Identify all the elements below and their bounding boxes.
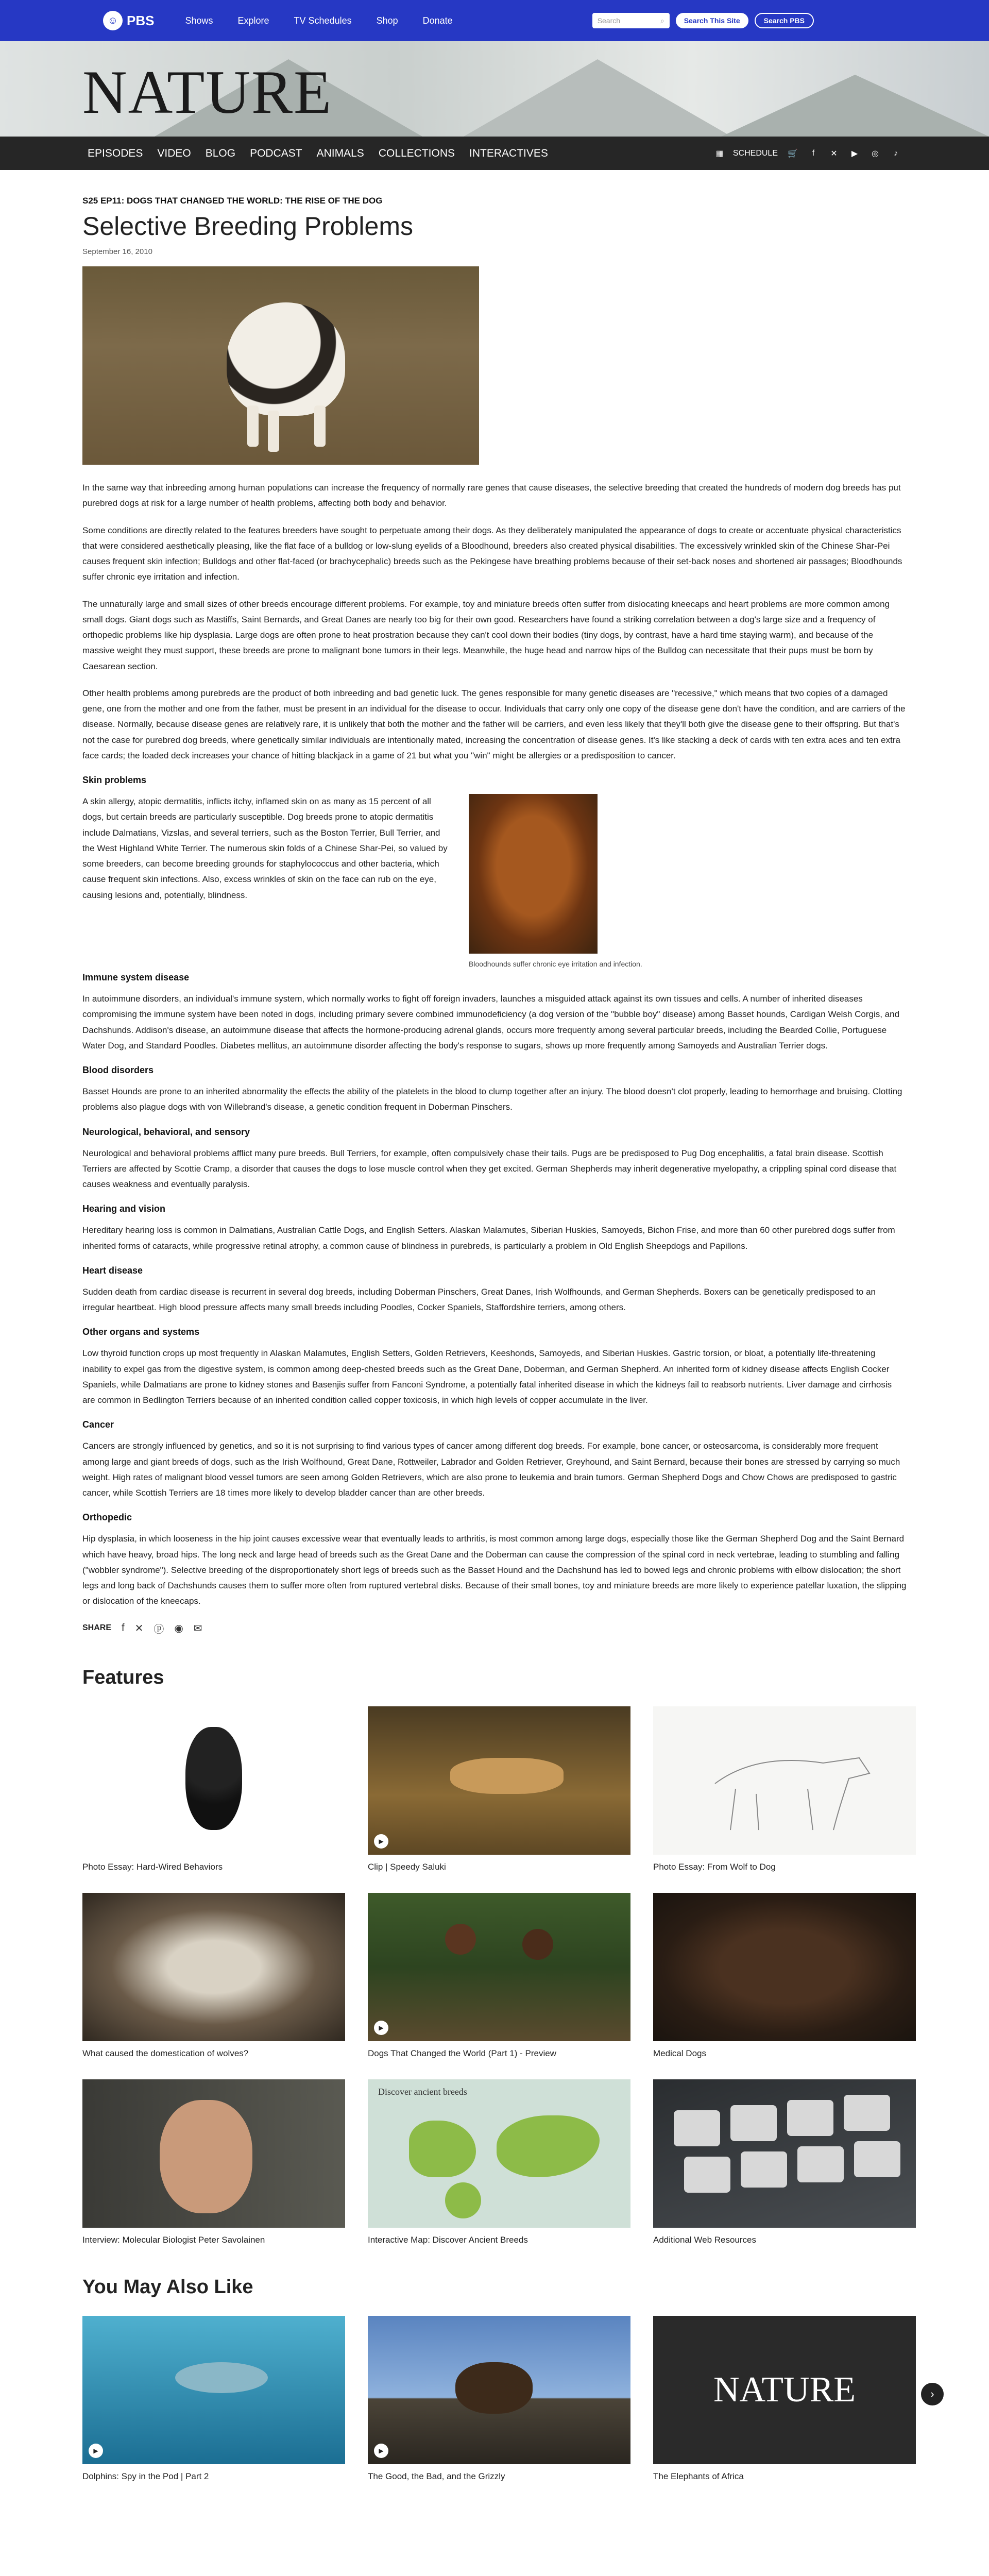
chevron-right-icon: › — [930, 2387, 934, 2400]
nav-video[interactable]: VIDEO — [157, 147, 191, 159]
nav-podcast[interactable]: PODCAST — [250, 147, 302, 159]
nav-animals[interactable]: ANIMALS — [316, 147, 364, 159]
also-like-card[interactable] — [653, 2316, 916, 2482]
x-icon[interactable]: ✕ — [830, 149, 838, 158]
show-nav — [0, 137, 989, 170]
pbs-nav-donate[interactable]: Donate — [422, 15, 453, 26]
continent-shape — [445, 2182, 481, 2218]
section-heading-skin: Skin problems — [82, 775, 147, 785]
bloodhound-image — [469, 794, 598, 954]
share-label: SHARE — [82, 1623, 112, 1632]
nav-interactives[interactable]: INTERACTIVES — [469, 147, 548, 159]
feature-card[interactable] — [653, 1706, 916, 1872]
article-paragraph: In the same way that inbreeding among human populations can increase the frequency of normally rare genes that cause diseases, the selective breeding that created the hundreds of modern dog breeds has put purebred dogs at risk for a large number of health problems, affecting both body and behavior. — [82, 483, 901, 509]
feature-caption[interactable]: Dogs That Changed the World (Part 1) - Preview — [368, 2048, 556, 2058]
article-paragraph: Hereditary hearing loss is common in Dalmatians, Australian Cattle Dogs, and English Setters. Alaskan Malamutes, Siberian Huskies, Samoyeds, Bichon Frise, and more than 60 other purebred dogs suffer from inherited forms of cataracts, while progressive retinal atrophy, a common cause of blindness in purebreds, is particularly a problem in Old English Sheepdogs and Papillons. — [82, 1225, 895, 1251]
search-pbs-button[interactable]: Search PBS — [755, 13, 814, 28]
feature-caption[interactable]: Medical Dogs — [653, 2048, 706, 2058]
feature-caption[interactable]: Photo Essay: From Wolf to Dog — [653, 1861, 776, 1872]
breeds-map-image — [368, 2079, 630, 2228]
person-head-shape — [522, 1929, 553, 1960]
figure-caption: Bloodhounds suffer chronic eye irritation and infection. — [469, 960, 642, 968]
search-input[interactable] — [592, 13, 670, 28]
pbs-nav — [185, 15, 452, 26]
cart-icon[interactable]: 🛒 — [788, 149, 798, 158]
feature-card[interactable] — [82, 1706, 345, 1872]
nature-logo-image — [653, 2316, 916, 2464]
also-like-caption[interactable]: Dolphins: Spy in the Pod | Part 2 — [82, 2471, 209, 2481]
article-paragraph: Cancers are strongly influenced by genetics, and so it is not surprising to find various types of cancer among different dog breeds. For example, bone cancer, or osteosarcoma, is considerably more frequent among large and giant breeds of dogs, such as the Irish Wolfhound, Great Dane, Rottweiler, Labrador and Golden Retriever, Greyhound, and Saint Bernard, because their bones are stressed by carrying so much weight. High rates of malignant blood vessel tumors are seen among Golden Retrievers, which are also prone to leukemia and brain tumors. German Shepherd Dogs and Chow Chows are predisposed to gastric cancer, while Scottish Terriers are 18 times more likely to develop bladder cancer than are other breeds. — [82, 1441, 900, 1498]
search-icon: ⌕ — [660, 16, 664, 25]
face-shape — [160, 2100, 252, 2213]
play-icon[interactable]: ▶ — [374, 2444, 388, 2458]
dog-leg-shape — [314, 405, 326, 447]
share-bar — [82, 1621, 907, 1636]
lead-image-terrier — [82, 266, 479, 465]
article — [0, 170, 989, 2482]
calendar-icon: ▦ — [715, 149, 724, 158]
play-icon[interactable]: ▶ — [374, 1834, 388, 1849]
nav-blog[interactable]: BLOG — [205, 147, 236, 159]
article-paragraph: Low thyroid function crops up most frequently in Alaskan Malamutes, English Setters, Golden Retrievers, Keeshonds, Samoyeds, and Siberian Huskies. Gastric torsion, or bloat, a potentially life-threatening inability to expel gas from the digestive system, is common among deep-chested breeds such as the Great Dane, Doberman, and German Shepherd. An inherited form of kidney disease affects English Cocker Spaniels, while Dalmatians are prone to kidney stones and Basenjis suffer from Fanconi Syndrome, a potentially fatal inherited disease in which the kidneys fail to reabsorb nutrients. Liver damage and cirrhosis are common in Bedlington Terriers because of an inherited condition called copper toxicosis, in which high levels of copper accumulate in the liver. — [82, 1348, 892, 1405]
pbs-nav-shows[interactable]: Shows — [185, 15, 213, 26]
article-paragraph: Sudden death from cardiac disease is recurrent in several dog breeds, including Doberman Pinschers, Great Danes, Irish Wolfhounds, and German Shepherds. Boxers can be genetically predisposed to an irregular heartbeat. High blood pressure affects many small breeds including Poodles, Cocker Spaniels, Staffordshire terriers, among others. — [82, 1286, 876, 1312]
mountain-decoration — [721, 75, 989, 137]
dogs-villagers-image — [368, 1893, 630, 2041]
saluki-shape — [450, 1758, 564, 1794]
facebook-share-icon[interactable]: f — [122, 1622, 125, 1634]
feature-card[interactable] — [82, 2079, 345, 2245]
wolf-face-image — [82, 1893, 345, 2041]
bear-shape — [455, 2362, 533, 2414]
play-icon[interactable]: ▶ — [374, 2021, 388, 2035]
scientist-image — [82, 2079, 345, 2228]
search-site-button[interactable]: Search This Site — [676, 13, 748, 28]
article-paragraph: Hip dysplasia, in which looseness in the hip joint causes excessive wear that eventually leads to arthritis, is most common among large dogs, especially those like the German Shepherd Dog and the Saint Bernard which have heavy, broad hips. The long neck and large head of breeds such as the Great Dane and the Doberman can cause the compression of the spinal cord in neck vertebrae, leading to stumbling and falling ("wobbler syndrome"). Selective breeding of the disproportionately short legs of breeds such as the Basset Hound and the Dachshund has led to bowed legs and chronic problems with elbow dislocation; the short legs and long back of Dachshunds causes them to suffer more often from ruptured vertebral disks. Because of their small bones, toy and miniature breeds are more likely to experience patellar luxation, the slipping or dislocation of the kneecaps. — [82, 1534, 907, 1606]
pbs-head-icon: ☺ — [103, 11, 123, 30]
bloodhound-figure — [469, 794, 642, 968]
section-heading: Other organs and systems — [82, 1327, 200, 1337]
saluki-image — [368, 1706, 630, 1855]
also-like-carousel — [82, 2316, 934, 2482]
schedule-link[interactable]: SCHEDULE — [732, 148, 778, 158]
section-heading: Blood disorders — [82, 1065, 154, 1075]
feature-card[interactable] — [82, 1893, 345, 2059]
page-title: Selective Breeding Problems — [82, 212, 413, 241]
pbs-nav-explore[interactable]: Explore — [237, 15, 269, 26]
search-placeholder: Search — [597, 16, 621, 25]
youtube-icon[interactable]: ▶ — [851, 149, 858, 158]
continent-shape — [409, 2121, 476, 2177]
section-heading: Neurological, behavioral, and sensory — [82, 1126, 250, 1137]
feature-card[interactable] — [653, 1893, 916, 2059]
article-paragraph: Some conditions are directly related to the features breeders have sought to perpetuate among their dogs. As they deliberately manipulated the appearance of dogs to create or accentuate physical characteristics that were considered aesthetically pleasing, like the flat face of a bulldog or low-slung eyelids of a Bloodhound, breeders also created physical disabilities. The excessively wrinkled skin of the Chinese Shar-Pei causes frequent skin infection; Bulldogs and other flat-faced (or brachycephalic) breeds such as the Pekingese have breathing problems because of their set-back noses and shortened air passages; Bloodhounds suffer chronic eye irritation and infection. — [82, 525, 902, 582]
continent-shape — [497, 2115, 600, 2177]
map-title: Discover ancient breeds — [378, 2086, 467, 2097]
person-head-shape — [445, 1924, 476, 1955]
show-title[interactable]: NATURE — [82, 58, 333, 126]
keyboard-image — [653, 2079, 916, 2228]
wolf-sketch-drawing — [653, 1706, 916, 1855]
skin-section — [82, 794, 907, 968]
medical-dog-image — [653, 1893, 916, 2041]
poodle-shape — [185, 1727, 242, 1830]
section-heading: Hearing and vision — [82, 1204, 166, 1214]
also-like-card[interactable] — [368, 2316, 630, 2482]
article-paragraph: Neurological and behavioral problems afflict many pure breeds. Bull Terriers, for example, often compulsively chase their tails. Pugs are be predisposed to Pug Dog encephalitis, a fatal brain disease. Scottish Terriers are affected by Scottie Cramp, a disorder that causes the dogs to lose muscle control when they get excited. German Shepherds may inherit degenerative myelopathy, a crippling spinal cord disease that causes weakness and eventually paralysis. — [82, 1148, 897, 1189]
also-like-caption[interactable]: The Elephants of Africa — [653, 2471, 744, 2481]
mountain-decoration — [464, 59, 731, 137]
features-grid — [82, 1706, 907, 2245]
episode-eyebrow[interactable]: S25 EP11: DOGS THAT CHANGED THE WORLD: THE RISE OF THE DOG — [82, 196, 383, 206]
feature-caption[interactable]: Interview: Molecular Biologist Peter Savolainen — [82, 2234, 265, 2245]
pbs-nav-shop[interactable]: Shop — [376, 15, 398, 26]
nav-collections[interactable]: COLLECTIONS — [378, 147, 455, 159]
email-share-icon[interactable]: ✉ — [193, 1622, 202, 1634]
tiktok-icon[interactable]: ♪ — [894, 148, 898, 158]
show-hero-banner — [0, 41, 989, 137]
facebook-icon[interactable]: f — [812, 148, 815, 158]
feature-caption[interactable]: Clip | Speedy Saluki — [368, 1861, 446, 1872]
keyboard-keys — [653, 2079, 916, 2228]
feature-caption[interactable]: Interactive Map: Discover Ancient Breeds — [368, 2234, 528, 2245]
section-heading: Orthopedic — [82, 1512, 132, 1523]
feature-caption[interactable]: What caused the domestication of wolves? — [82, 2048, 249, 2058]
feature-caption[interactable]: Photo Essay: Hard-Wired Behaviors — [82, 1861, 223, 1872]
dolphins-image — [82, 2316, 345, 2464]
nav-episodes[interactable]: EPISODES — [88, 147, 143, 159]
feature-caption[interactable]: Additional Web Resources — [653, 2234, 757, 2245]
features-title: Features — [82, 1666, 164, 1688]
article-paragraph: Other health problems among purebreds are the product of both inbreeding and bad genetic luck. The genes responsible for many genetic diseases are "recessive," which means that two copies of a damaged gene, one from the mother and one from the father, must be present in an individual for the disease to occur. Individuals that carry only one copy of the disease gene don't have the condition, and are carriers of the disease. Normally, because disease genes are relatively rare, it is unlikely that both the mother and the father will be carriers, and even less likely that they'll both give the disease gene to their offspring. But that's not the case for purebred dog breeds, where genetically similar individuals are intentionally mated, increasing the concentration of disease genes. It's like stacking a deck of cards with ten extra aces and ten extra face cards; the loaded deck increases your chance of hitting blackjack in a game of 21 but what you "win" might be allergies or a predisposition to cancer. — [82, 688, 906, 760]
article-paragraph: In autoimmune disorders, an individual's immune system, which normally works to fight off foreign invaders, launches a misguided attack against its own tissues and cells. A number of inherited diseases compromising the immune system have been noted in dogs, including primary severe combined immunodeficiency (a dog version of the "bubble boy" disease) among Basset hounds, Cardigan Welsh Corgis, and Dachshunds. Addison's disease, an autoimmune disease that affects the hormone-producing adrenal glands, occurs more frequently among several particular breeds, including the Bearded Collie, Portuguese Water Dog, and Standard Poodles. Diabetes mellitus, an autoimmune disorder affecting the body's response to sugars, shows up more frequently among Samoyeds and Australian Terrier dogs. — [82, 994, 900, 1050]
also-like-card[interactable] — [82, 2316, 345, 2482]
feature-card[interactable] — [368, 1893, 630, 2059]
play-icon[interactable]: ▶ — [89, 2444, 103, 2458]
dog-leg-shape — [268, 411, 279, 452]
also-like-title: You May Also Like — [82, 2276, 253, 2298]
wolf-sketch-image — [653, 1706, 916, 1855]
pbs-logo-text: PBS — [127, 12, 155, 28]
nature-logo-text: NATURE — [713, 2369, 856, 2410]
dog-body-shape — [227, 302, 345, 416]
article-paragraph: The unnaturally large and small sizes of other breeds encourage different problems. For example, toy and miniature breeds often suffer from dislocating kneecaps and heart problems are more common among small dogs. Giant dogs such as Mastiffs, Saint Bernards, and Great Danes are nearly too big for their own good. Researchers have found a striking correlation between a dog's large size and a frequency of orthopedic problems like hip dysplasia. Large dogs are often prone to heat prostration because they can't cool down their bodies (tiny dogs, by contrast, have a hard time staying warm), and because of the massive weight they must support, these breeds are prone to malignant bone tumors in their legs. Meanwhile, the huge head and narrow hips of the Bulldog can necessitate that their pups must be born by Caesarean section. — [82, 599, 890, 671]
feature-card[interactable] — [368, 1706, 630, 1872]
pbs-top-bar — [0, 0, 989, 41]
dog-leg-shape — [247, 405, 259, 447]
pbs-logo[interactable] — [103, 11, 154, 30]
pbs-nav-schedules[interactable]: TV Schedules — [294, 15, 352, 26]
x-share-icon[interactable]: ✕ — [134, 1622, 144, 1634]
publish-date: September 16, 2010 — [82, 247, 152, 256]
instagram-icon[interactable]: ◎ — [872, 149, 879, 158]
section-heading: Cancer — [82, 1419, 114, 1430]
feature-card[interactable] — [653, 2079, 916, 2245]
carousel-next-button[interactable] — [921, 2383, 944, 2405]
pinterest-share-icon[interactable]: ⓟ — [154, 1623, 164, 1635]
reddit-share-icon[interactable]: ◉ — [174, 1622, 183, 1634]
section-heading: Heart disease — [82, 1265, 143, 1276]
also-like-caption[interactable]: The Good, the Bad, and the Grizzly — [368, 2471, 505, 2481]
grizzly-image — [368, 2316, 630, 2464]
poodle-image — [82, 1706, 345, 1855]
section-heading: Immune system disease — [82, 972, 190, 982]
feature-card[interactable] — [368, 2079, 630, 2245]
article-paragraph: Basset Hounds are prone to an inherited abnormality the effects the ability of the platelets in the blood to clump together after an injury. The blood doesn't clot properly, leading to hemorrhage and bruising. Clotting problems also plague dogs with von Willebrand's disease, a genetic condition frequent in Doberman Pinschers. — [82, 1087, 902, 1112]
dolphin-shape — [175, 2362, 268, 2393]
article-paragraph: A skin allergy, atopic dermatitis, inflicts itchy, inflamed skin on as many as 15 percent of all dogs, but certain breeds are particularly susceptible. Dog breeds prone to atopic dermatitis include Dalmatians, Vizslas, and several terriers, such as the Boston Terrier, Bull Terrier, and the West Highland White Terrier. The numerous skin folds of a Chinese Shar-Pei, so valued by some breeders, can become breeding grounds for staphylococcus and other bacteria, which cause frequent skin infections. Also, excess wrinkles of skin on the face can rub on the eye, causing lesions and, potentially, blindness. — [82, 796, 448, 900]
